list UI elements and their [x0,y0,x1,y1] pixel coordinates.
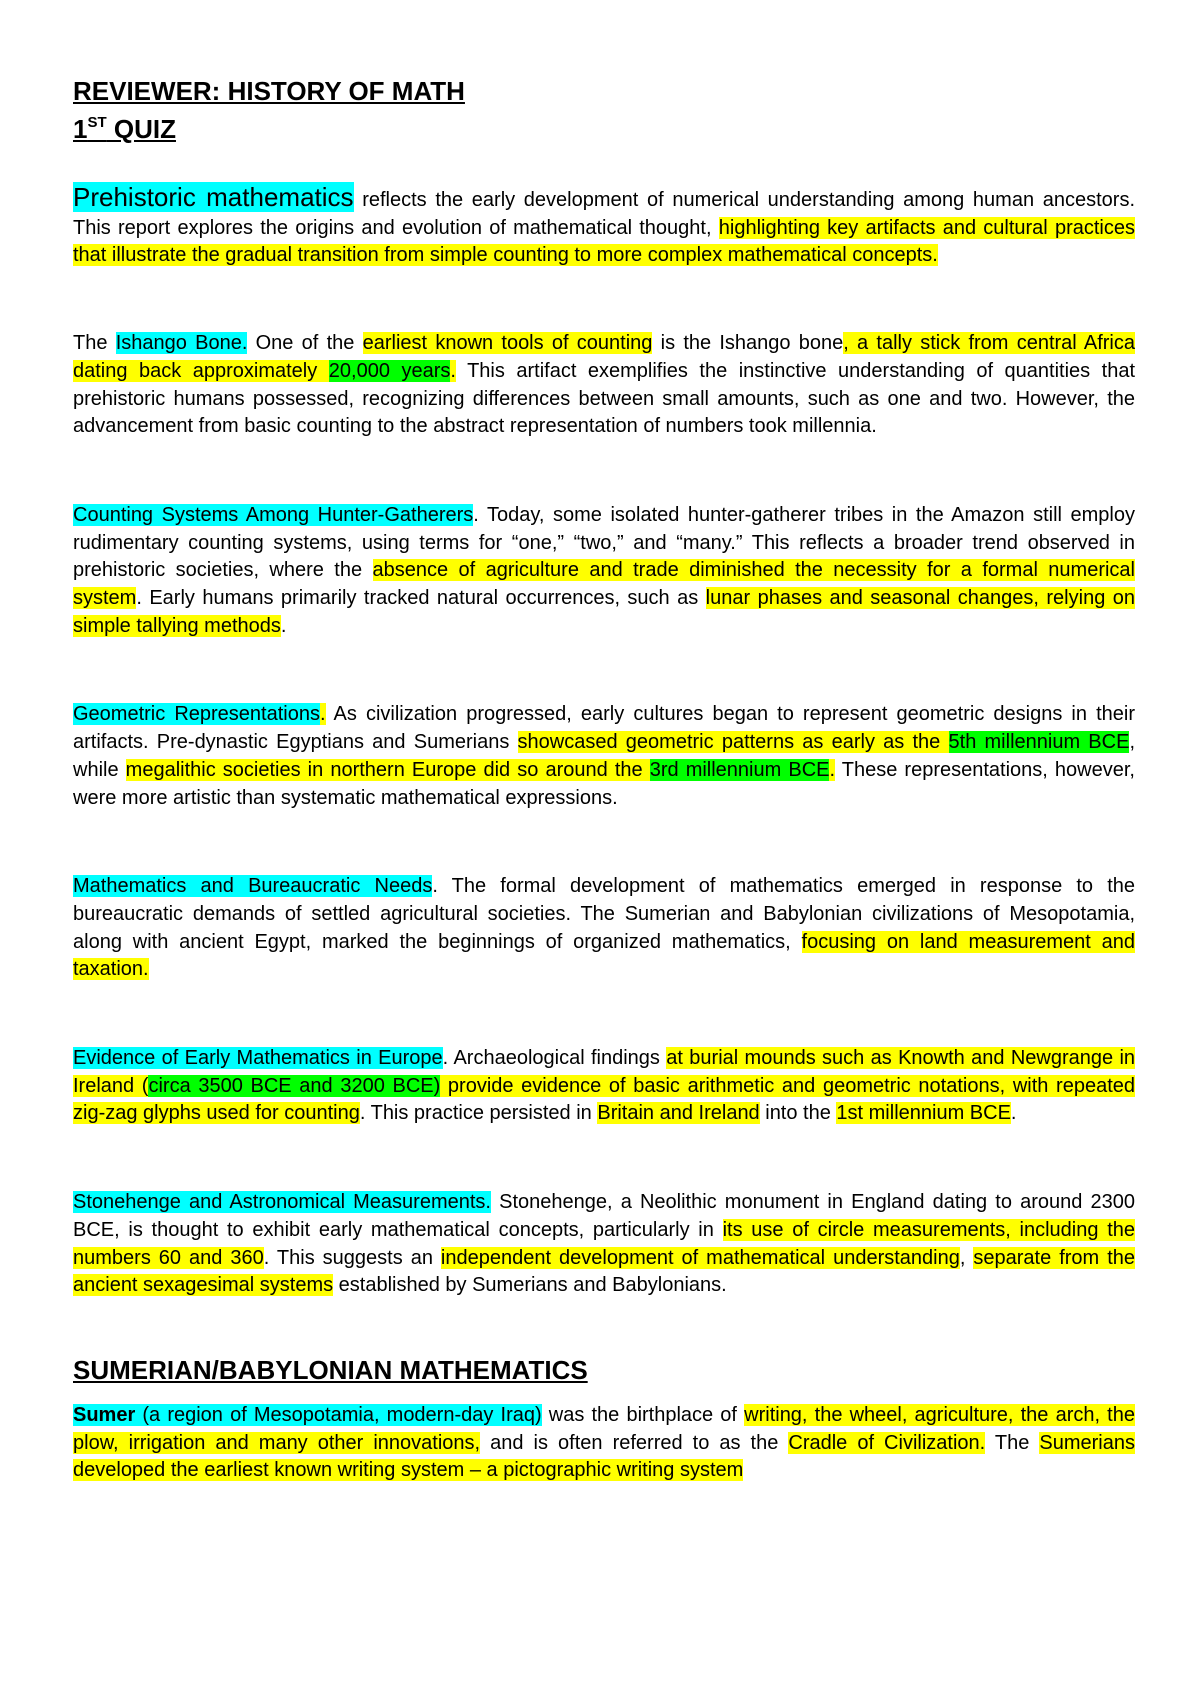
highlight-cyan: (a region of Mesopotamia, modern-day Iraq) [135,1403,542,1426]
text-run: These representations, however, were more artistic than systematic mathematical expressions. [73,758,1135,809]
highlight-yellow: lunar phases and seasonal changes, relying on simple tallying methods [73,587,1135,637]
highlight-green: 3rd millennium BCE [649,758,830,781]
title-line-2-suffix: QUIZ [106,114,176,144]
document-page [73,72,1135,1485]
highlight-yellow: at burial mounds such as Knowth and Newgrange in Ireland ( [73,1047,1136,1097]
text-run: . [280,614,287,637]
paragraph-heading: Counting Systems Among Hunter-Gatherers [73,503,474,526]
highlight-green: 5th millennium BCE [948,731,1130,754]
text-run: . [1010,1102,1017,1125]
text-run: Stonehenge, a Neolithic monument in England dating to around 2300 BCE, is thought to exhibit early mathematical concepts, particularly in [73,1191,1135,1241]
text-run: . Early humans primarily tracked natural occurrences, such as [136,587,706,610]
highlight-yellow: megalithic societies in northern Europe did so around the [125,758,650,781]
highlight-yellow: 1st millennium BCE [836,1102,1011,1125]
highlight-yellow: showcased geometric patterns as early as the [517,731,949,754]
highlight-yellow: independent development of mathematical understanding [440,1246,960,1269]
highlight-yellow: . [450,359,456,382]
paragraph-heading: Evidence of Early Mathematics in Europe [73,1047,443,1070]
text-run: , [959,1246,974,1269]
text-run: One of the [247,332,363,355]
text-run: is the Ishango bone [652,332,844,355]
highlight-yellow: Sumerians developed the earliest known writing system – a pictographic writing system [73,1431,1135,1482]
spacer [73,148,1135,184]
highlight-yellow: focusing on land measurement and taxation. [73,930,1136,981]
title-line-1: REVIEWER: HISTORY OF MATH [73,76,465,106]
text-run: This artifact exemplifies the instinctive understanding of quantities that prehistoric humans possessed, recognizing differences between small amounts, such as one and two. However, the advancement from basic counting to the abstract representation of numbers took millennia. [73,359,1135,438]
text-run: reflects the early development of numerical understanding among human ancestors. This report explores the origins and evolution of mathematical thought, [73,189,1136,239]
text-run: . This practice persisted in [359,1102,598,1125]
highlight-yellow: earliest known tools of counting [362,332,653,355]
highlight-yellow: its use of circle measurements, including the numbers 60 and 360 [73,1218,1135,1269]
paragraph-heading: Mathematics and Bureaucratic Needs [73,875,433,898]
highlight-yellow: highlighting key artifacts and cultural practices that illustrate the gradual transition from simple counting to more complex mathematical concepts. [73,216,1135,267]
highlight-yellow: , a tally stick from central Africa dating back approximately [73,332,1135,382]
text-run: . Today, some isolated hunter-gatherer tribes in the Amazon still employ rudimentary counting systems, using terms for “one,” “two,” and “many.” This reflects a broader trend observed in prehistoric societies, where the [73,503,1135,582]
highlight-yellow: provide evidence of basic arithmetic and geometric notations, with repeated zig-zag glyphs used for counting [73,1074,1135,1125]
paragraph-sumer [73,1402,1135,1485]
paragraph-ishango [73,330,1135,441]
paragraph-europe [73,1045,1135,1128]
section-title: SUMERIAN/BABYLONIAN MATHEMATICS [73,1354,588,1385]
highlight-green: circa 3500 BCE and 3200 BCE) [148,1074,441,1097]
paragraph-bureaucratic [73,873,1135,984]
text-run: and is often referred to as the [480,1431,789,1454]
highlight-yellow: Cradle of Civilization. [788,1431,986,1454]
highlight-yellow: absence of agriculture and trade diminished the necessity for a formal numerical system [73,559,1135,610]
highlight-yellow: separate from the ancient sexagesimal systems [73,1246,1135,1297]
document-title [73,72,1135,148]
paragraph-heading: Prehistoric mathematics [73,182,354,212]
paragraph-geometric [73,701,1135,812]
text-run: was the birthplace of [541,1403,745,1426]
text-run: The [73,332,116,355]
title-line-2-sup: ST [87,114,107,131]
text-run: into the [759,1102,837,1125]
paragraph-prehistoric [73,184,1135,270]
paragraph-heading: Ishango Bone. [115,332,248,355]
paragraph-hunter-gatherers [73,502,1135,641]
paragraph-stonehenge [73,1189,1135,1300]
highlight-green: 20,000 years [328,359,451,382]
highlight-yellow: Britain and Ireland [597,1102,760,1125]
highlight-yellow: writing, the wheel, agriculture, the arch, the plow, irrigation and many other innovations, [73,1403,1135,1454]
paragraph-heading: Stonehenge and Astronomical Measurements. [73,1191,491,1214]
text-run: As civilization progressed, early cultures began to represent geometric designs in their artifacts. Pre-dynastic Egyptians and Sumerians [73,703,1135,754]
paragraph-heading: Geometric Representations [73,703,320,726]
text-run: . The formal development of mathematics emerged in response to the bureaucratic demands of settled agricultural societies. The Sumerian and Babylonian civilizations of Mesopotamia, along with ancient Egypt, marked the beginnings of organized mathematics, [73,875,1136,953]
highlight-yellow: . [319,703,326,726]
text-run: . Archaeological findings [442,1047,667,1070]
text-run: , while [73,731,1135,781]
highlight-yellow: . [829,758,836,781]
text-run: established by Sumerians and Babylonians. [333,1274,727,1297]
text-run: The [985,1431,1040,1454]
title-line-2-prefix: 1 [73,114,88,144]
text-run: . This suggests an [263,1246,441,1269]
paragraph-heading: Sumer [73,1403,136,1426]
